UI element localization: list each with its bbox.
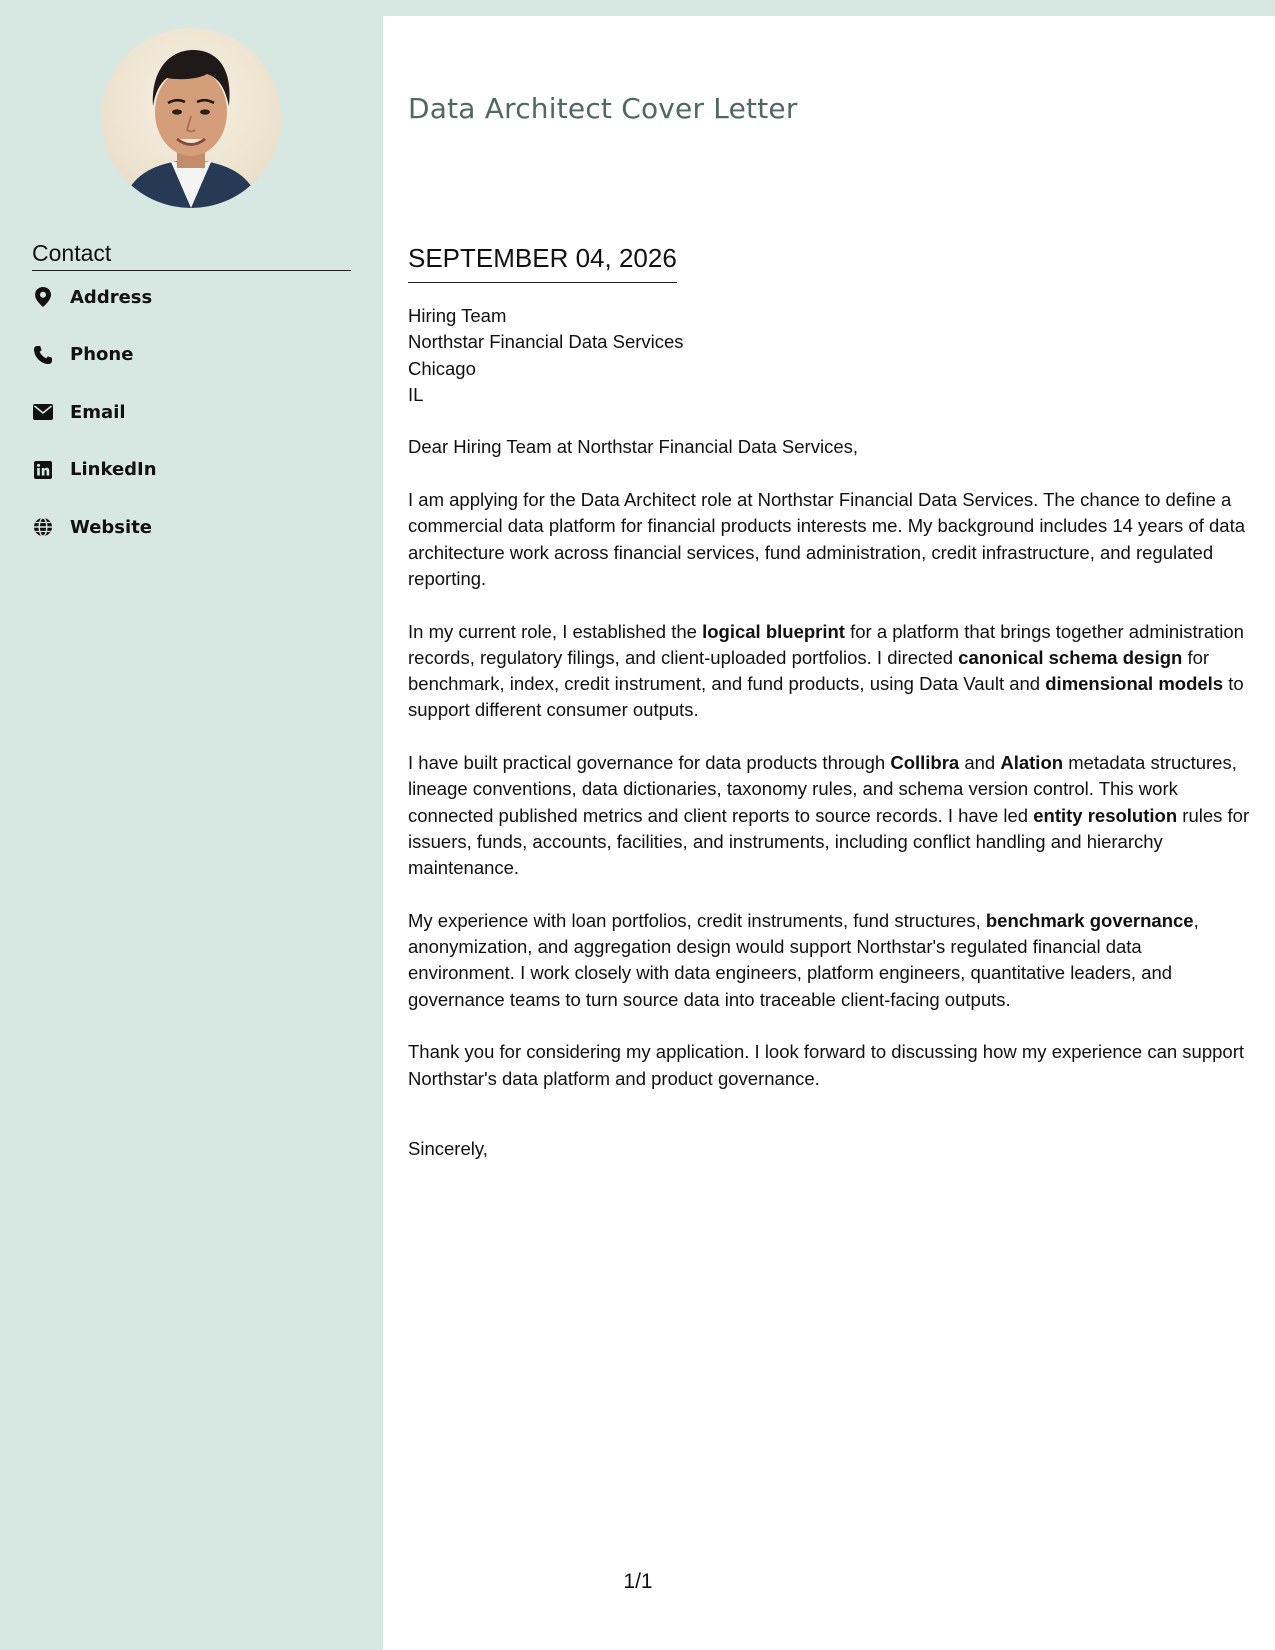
contact-phone[interactable] bbox=[32, 340, 351, 370]
text-run: for benchmark, index, credit instrument, and fund products, using Data Vault and bbox=[408, 646, 1210, 695]
paragraph bbox=[408, 1039, 1253, 1092]
text-run: metadata structures, lineage conventions, data dictionaries, taxonomy rules, and schema version control. This work connected published metrics and client reports to source records. I have led bbox=[408, 752, 1237, 826]
text-run: , anonymization, and aggregation design would support Northstar's regulated financial data environment. I work closely with data engineers, platform engineers, quantitative leaders, and governance teams to turn source data into traceable client-facing outputs. bbox=[408, 909, 1199, 1010]
bold-text: entity resolution bbox=[1033, 804, 1178, 826]
contact-website[interactable] bbox=[32, 512, 351, 542]
contact-phone-label: Phone bbox=[70, 344, 134, 365]
sidebar bbox=[0, 0, 383, 1650]
contact-email[interactable] bbox=[32, 397, 351, 427]
globe-icon bbox=[32, 516, 54, 538]
bold-text: benchmark governance bbox=[985, 909, 1194, 931]
recipient-name: Hiring Team bbox=[408, 305, 507, 326]
signoff: Sincerely, bbox=[408, 1137, 488, 1159]
text-run: I have built practical governance for data products through bbox=[408, 752, 891, 774]
recipient-city: Chicago bbox=[408, 357, 476, 379]
recipient-state: IL bbox=[408, 383, 424, 405]
profile-photo bbox=[101, 28, 281, 208]
paragraph bbox=[408, 908, 1253, 1013]
map-pin-icon bbox=[32, 286, 54, 308]
paragraph bbox=[408, 750, 1253, 881]
bold-text: canonical schema design bbox=[958, 646, 1183, 668]
bold-text: Collibra bbox=[890, 752, 960, 774]
bold-text: dimensional models bbox=[1045, 673, 1224, 695]
text-run: for a platform that brings together administration records, regulatory filings, and client-uploaded portfolios. I directed bbox=[408, 620, 1244, 668]
contact-linkedin[interactable] bbox=[32, 455, 351, 485]
recipient-company: Northstar Financial Data Services bbox=[408, 331, 684, 353]
text-run: Thank you for considering my application. I look forward to discussing how my experience can support Northstar's data platform and product governance. bbox=[408, 1041, 1245, 1089]
paragraph bbox=[408, 487, 1253, 592]
contact-website-label: Website bbox=[70, 516, 153, 538]
contact-address[interactable] bbox=[32, 282, 351, 312]
contact-email-label: Email bbox=[70, 401, 126, 423]
letter-body bbox=[408, 303, 1253, 1189]
text-run: I am applying for the Data Architect role at Northstar Financial Data Services. The chance to define a commercial data platform for financial products interests me. My background includes 14 years of data architecture work across financial services, fund administration, credit infrastructure, and regulated reporting. bbox=[408, 489, 1246, 589]
text-run: and bbox=[959, 752, 1001, 774]
envelope-icon bbox=[32, 401, 54, 423]
text-run: In my current role, I established the bbox=[408, 620, 703, 642]
recipient-block bbox=[408, 303, 1253, 408]
letter-date: SEPTEMBER 04, 2026 bbox=[408, 243, 677, 283]
text-run: to support different consumer outputs. bbox=[408, 673, 1244, 721]
contact-list bbox=[32, 282, 351, 570]
contact-heading: Contact bbox=[32, 240, 351, 271]
linkedin-icon bbox=[32, 459, 54, 481]
text-run: rules for issuers, funds, accounts, facilities, and instruments, including conflict handling and hierarchy maintenance. bbox=[408, 804, 1250, 879]
contact-address-label: Address bbox=[70, 286, 153, 308]
bold-text: Alation bbox=[1000, 752, 1064, 774]
phone-icon bbox=[32, 344, 54, 366]
text-run: My experience with loan portfolios, credit instruments, fund structures, bbox=[408, 909, 986, 931]
contact-linkedin-label: LinkedIn bbox=[70, 459, 157, 480]
salutation: Dear Hiring Team at Northstar Financial Data Services, bbox=[408, 436, 858, 458]
page-number: 1/1 bbox=[623, 1570, 653, 1593]
bold-text: logical blueprint bbox=[702, 620, 845, 642]
page-title: Data Architect Cover Letter bbox=[408, 92, 798, 125]
paragraph bbox=[408, 619, 1253, 724]
